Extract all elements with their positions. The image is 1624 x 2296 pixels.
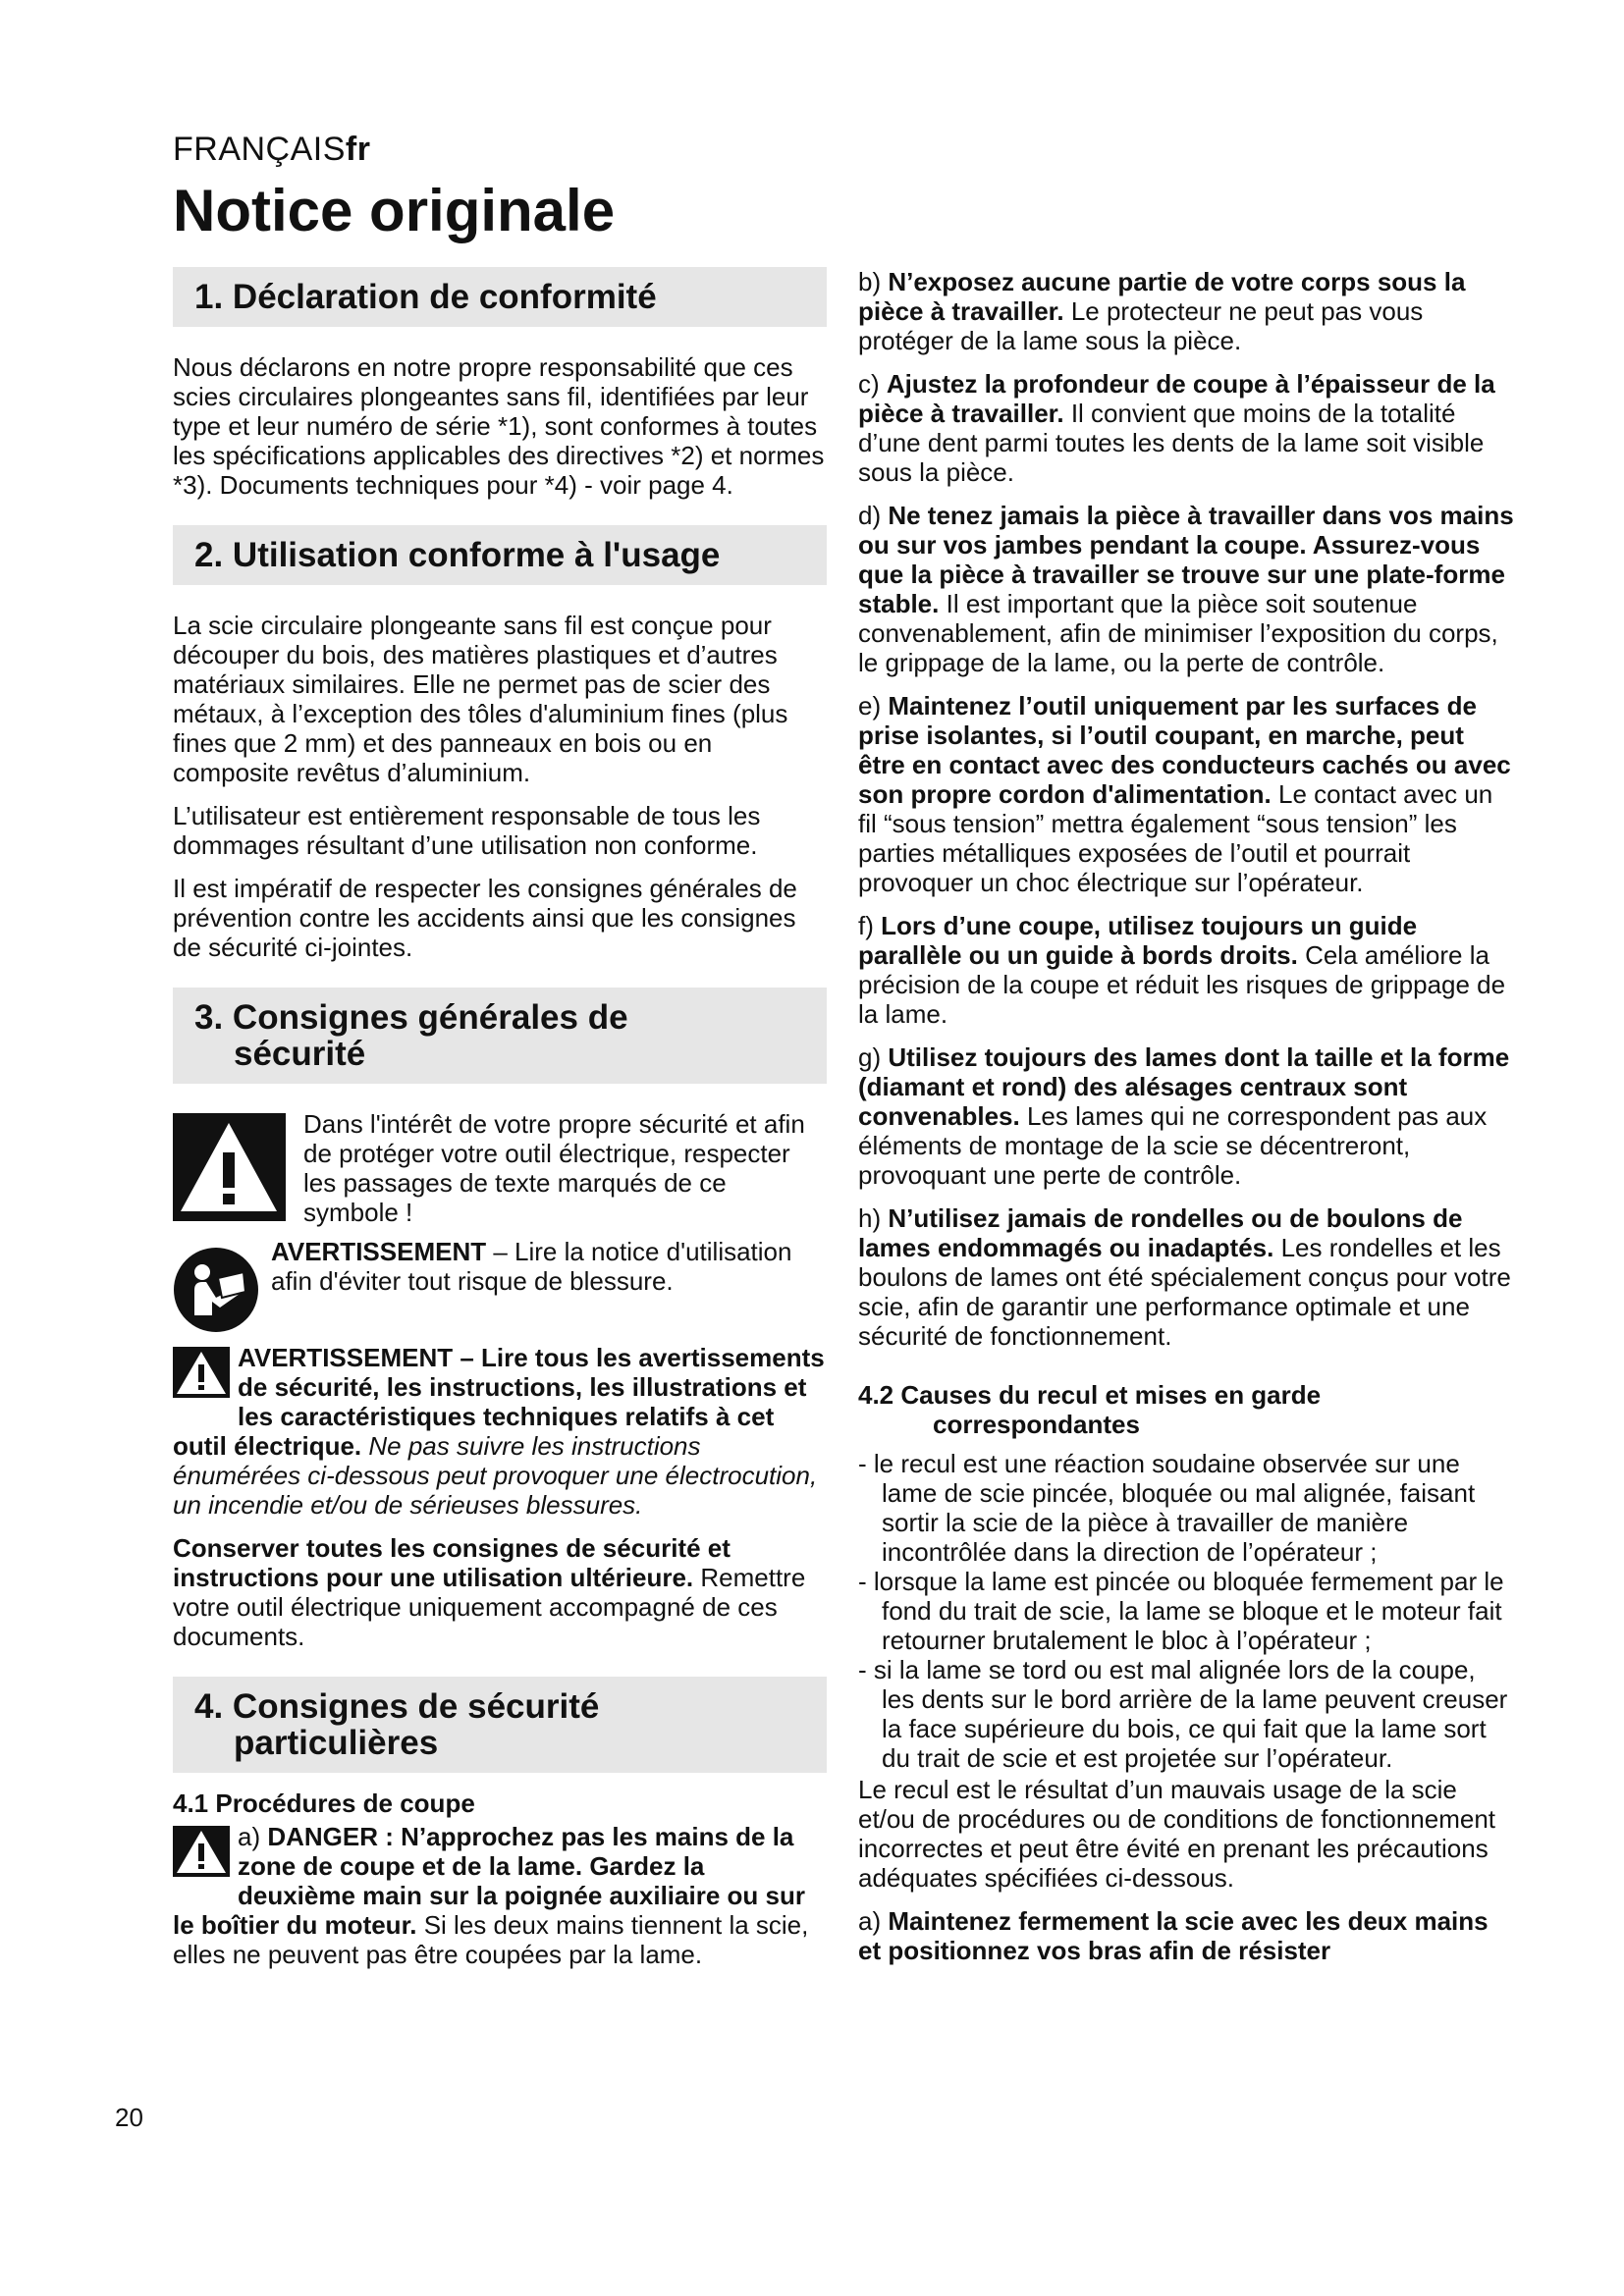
right-column (858, 267, 1514, 1979)
subsection-4-2-line-1: 4.2 Causes du recul et mises en garde (858, 1380, 1322, 1410)
symbol-notice-text: Dans l'intérêt de votre propre sécurité et afin de protéger votre outil électrique, respecter les passages de texte marqués de ce symbole ! (303, 1109, 805, 1227)
section-4-heading (173, 1677, 827, 1773)
warning-triangle-small-icon (173, 1347, 230, 1404)
item-text: Le contact avec un fil “sous tension” mettra également “sous tension” les parties métalliques exposées de l’outil et pourrait provoquer un choc électrique sur l’opérateur. (858, 779, 1493, 897)
item-bold: Ajustez la profondeur de coupe à l’épaisseur de la pièce à travailler. (858, 369, 1495, 428)
language-label (173, 131, 370, 169)
item-prefix: c) (858, 369, 887, 399)
section-3-heading (173, 988, 827, 1084)
item-prefix: d) (858, 501, 889, 530)
section-4-title-line-1: 4. Consignes de sécurité (194, 1687, 600, 1726)
section-2-heading: 2. Utilisation conforme à l'usage (173, 525, 827, 585)
manual-warning (173, 1237, 827, 1333)
left-column (173, 267, 827, 1983)
item-text: Les lames qui ne correspondent pas aux éléments de montage de la scie se décentreront, provoquant une perte de contrôle. (858, 1101, 1488, 1190)
list-item: - le recul est une réaction soudaine observée sur une lame de scie pincée, bloquée ou mal alignée, faisant sortir la scie de la pièce à travailler de manière incontrôlée dans la direction de l’opérateur ; (858, 1449, 1476, 1567)
item-prefix: b) (858, 267, 889, 296)
item-bold: Utilisez toujours des lames dont la taille et la forme (diamant et rond) des alésages centraux sont convenables. (858, 1042, 1510, 1131)
symbol-notice (173, 1109, 827, 1227)
list-item: - lorsque la lame est pincée ou bloquée fermement par le fond du trait de scie, la lame se bloque et le moteur fait retourner brutalement le bloc à l’opérateur ; (858, 1567, 1504, 1655)
manual-warning-bold: AVERTISSEMENT (271, 1237, 487, 1266)
item-prefix: e) (858, 691, 889, 721)
list-item: - si la lame se tord ou est mal alignée lors de la coupe, les dents sur le bord arrière de la lame peuvent creuser la face supérieure du bois, ce qui fait que la lame sort du trait de scie et est projetée sur l’opérateur. (858, 1655, 1508, 1773)
item-f (858, 911, 1514, 1029)
danger-triangle-icon (173, 1826, 230, 1883)
item-prefix: f) (858, 911, 882, 940)
subsection-4-2-heading (858, 1380, 1514, 1439)
item-h (858, 1203, 1514, 1351)
section-1-text: Nous déclarons en notre propre responsabilité que ces scies circulaires plongeantes sans fil, identifiées par leur type et leur numéro de série *1), sont conformes à toutes les spécifications applicables des directives *2) et normes *3). Documents techniques pour *4) - voir page 4. (173, 352, 825, 500)
keep-instructions-bold: Conserver toutes les consignes de sécurité et instructions pour une utilisation ultérieure. (173, 1533, 731, 1592)
item-text: Cela améliore la précision de la coupe et réduit les risques de grippage de la lame. (858, 940, 1506, 1029)
manual-warning-text (271, 1237, 827, 1296)
item-bold: Lors d’une coupe, utilisez toujours un guide parallèle ou un guide à bords droits. (858, 911, 1418, 970)
general-warning-bold: AVERTISSEMENT – Lire tous les avertissements de sécurité, les instructions, les illustrations et les caractéristiques techniques relatifs à cet outil électrique. (173, 1343, 825, 1461)
section-3-title-line-1: 3. Consignes générales de (194, 998, 628, 1037)
item-b (858, 267, 1514, 355)
keep-instructions-text: Remettre votre outil électrique uniquement accompagné de ces documents. (173, 1563, 806, 1651)
section-2-paragraph-1: La scie circulaire plongeante sans fil est conçue pour découper du bois, des matières plastiques et d’autres matériaux similaires. Elle ne permet pas de scier des métaux, à l’exception des tôles d'aluminium fines (plus fines que 2 mm) et des panneaux en bois ou en composite revêtus d’aluminium. (173, 611, 788, 787)
kickback-item-a (858, 1906, 1514, 1965)
item-a-bold: DANGER : N’approchez pas les mains de la zone de coupe et de la lame. Gardez la deuxième main sur la poignée auxiliaire ou sur le boîtier du moteur. (173, 1822, 805, 1940)
section-1-heading: 1. Déclaration de conformité (173, 267, 827, 327)
item-c (858, 369, 1514, 487)
item-text: Il est important que la pièce soit soutenue convenablement, afin de minimiser l’exposition du corps, le grippage de la lame, ou la perte de contrôle. (858, 589, 1498, 677)
item-a-prefix: a) (238, 1822, 268, 1851)
subsection-4-1-heading: 4.1 Procédures de coupe (173, 1789, 475, 1818)
item-a-text: Si les deux mains tiennent la scie, elles ne peuvent pas être coupées par la lame. (173, 1910, 809, 1969)
section-2-paragraph-3: Il est impératif de respecter les consignes générales de prévention contre les accidents ainsi que les consignes de sécurité ci-jointes. (173, 874, 797, 962)
kickback-item-a-bold: Maintenez fermement la scie avec les deux mains et positionnez vos bras afin de résister (858, 1906, 1489, 1965)
subsection-4-2-line-2: correspondantes (933, 1410, 1140, 1439)
kickback-item-a-prefix: a) (858, 1906, 889, 1936)
item-d (858, 501, 1514, 677)
item-prefix: h) (858, 1203, 889, 1233)
item-a-danger (173, 1822, 827, 1969)
item-prefix: g) (858, 1042, 889, 1072)
page-number: 20 (115, 2103, 143, 2132)
item-e (858, 691, 1514, 897)
item-bold: Ne tenez jamais la pièce à travailler dans vos mains ou sur vos jambes pendant la coupe. Assurez-vous que la pièce à travailler se trouve sur une plate-forme stable. (858, 501, 1514, 618)
section-4-title-line-2: particulières (234, 1724, 439, 1762)
section-3-title-line-2: sécurité (234, 1035, 366, 1073)
item-text: Il convient que moins de la totalité d’une dent parmi toutes les dents de la lame soit visible sous la pièce. (858, 399, 1485, 487)
language-code: fr (345, 131, 371, 168)
page-title: Notice originale (173, 178, 616, 243)
item-bold: N’utilisez jamais de rondelles ou de boulons de lames endommagés ou inadaptés. (858, 1203, 1463, 1262)
general-warning-italic: Ne pas suivre les instructions énumérées ci-dessous peut provoquer une électrocution, un incendie et/ou de sérieuses blessures. (173, 1431, 818, 1520)
item-bold: Maintenez l’outil uniquement par les surfaces de prise isolantes, si l’outil coupant, en marche, peut être en contact avec des conducteurs cachés ou avec son propre cordon d'alimentation. (858, 691, 1511, 809)
item-g (858, 1042, 1514, 1190)
manual-warning-body: – Lire la notice d'utilisation afin d'éviter tout risque de blessure. (271, 1237, 792, 1296)
read-manual-icon (173, 1247, 259, 1333)
keep-instructions (173, 1533, 827, 1651)
language-name: FRANÇAIS (173, 131, 346, 168)
item-text: Le protecteur ne peut pas vous protéger de la lame sous la pièce. (858, 296, 1424, 355)
general-warning (173, 1343, 827, 1520)
item-text: Les rondelles et les boulons de lames ont été spécialement conçus pour votre scie, afin de garantir une performance optimale et une sécurité de fonctionnement. (858, 1233, 1511, 1351)
kickback-summary: Le recul est le résultat d’un mauvais usage de la scie et/ou de procédures ou de conditions de fonctionnement incorrectes et peut être évité en prenant les précautions adéquates spécifiées ci-dessous. (858, 1775, 1496, 1893)
section-2-paragraph-2: L’utilisateur est entièrement responsable de tous les dommages résultant d’une utilisation non conforme. (173, 801, 761, 860)
warning-triangle-icon (173, 1113, 286, 1221)
item-bold: N’exposez aucune partie de votre corps sous la pièce à travailler. (858, 267, 1466, 326)
